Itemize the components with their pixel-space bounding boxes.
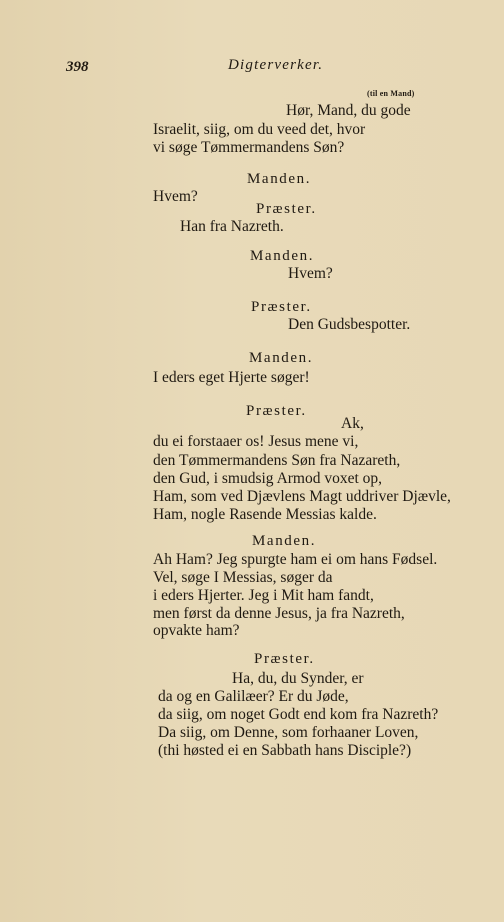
verse-line: Hvem? xyxy=(153,188,198,205)
speaker-name: Manden. xyxy=(252,533,317,549)
verse-line: vi søge Tømmermandens Søn? xyxy=(153,139,345,156)
verse-line: da og en Galilæer? Er du Jøde, xyxy=(158,688,349,705)
speaker-name: Præster. xyxy=(256,201,317,217)
verse-line: Ha, du, du Synder, er xyxy=(232,670,364,687)
speaker-name: Præster. xyxy=(254,651,315,667)
stage-direction: (til en Mand) xyxy=(367,89,415,98)
speaker-name: Præster. xyxy=(246,403,307,419)
verse-line: Hvem? xyxy=(288,265,333,282)
verse-line: Vel, søge I Messias, søger da xyxy=(153,569,333,586)
verse-line: i eders Hjerter. Jeg i Mit ham fandt, xyxy=(153,587,374,604)
verse-line: (thi høsted ei en Sabbath hans Disciple?) xyxy=(158,742,412,759)
verse-line: Da siig, om Denne, som forhaaner Loven, xyxy=(158,724,419,741)
speaker-name: Manden. xyxy=(249,350,314,366)
verse-line: den Tømmermandens Søn fra Nazareth, xyxy=(153,452,401,469)
verse-line: Ham, nogle Rasende Messias kalde. xyxy=(153,506,377,523)
verse-line: Den Gudsbespotter. xyxy=(288,316,411,333)
verse-line: den Gud, i smudsig Armod voxet op, xyxy=(153,470,383,487)
running-title: Digterverker. xyxy=(228,57,324,73)
verse-line: Ak, xyxy=(341,415,364,432)
verse-line: du ei forstaaer os! Jesus mene vi, xyxy=(153,433,359,450)
verse-line: Ham, som ved Djævlens Magt uddriver Djævle, xyxy=(153,488,451,505)
verse-line: men først da denne Jesus, ja fra Nazreth, xyxy=(153,605,405,622)
verse-line: Han fra Nazreth. xyxy=(180,218,284,235)
verse-line: Ah Ham? Jeg spurgte ham ei om hans Fødsel. xyxy=(153,551,438,568)
verse-line: Israelit, siig, om du veed det, hvor xyxy=(153,121,366,138)
verse-line: opvakte ham? xyxy=(153,622,240,639)
verse-line: Hør, Mand, du gode xyxy=(286,102,411,119)
speaker-name: Manden. xyxy=(247,171,312,187)
verse-line: I eders eget Hjerte søger! xyxy=(153,369,310,386)
verse-line: da siig, om noget Godt end kom fra Nazreth? xyxy=(158,706,439,723)
speaker-name: Manden. xyxy=(250,248,315,264)
speaker-name: Præster. xyxy=(251,299,312,315)
page-number: 398 xyxy=(66,59,89,75)
